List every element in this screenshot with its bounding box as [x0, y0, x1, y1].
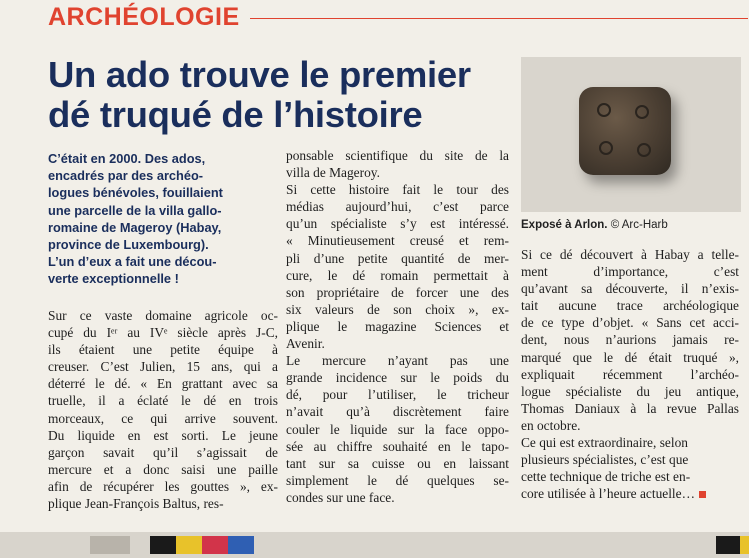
body-line: déterré le dé. « En grattant avec sa	[48, 376, 278, 392]
body-line: cure, le dé romain permettait à	[286, 267, 509, 283]
body-line: plusieurs spécialistes, c’est que	[521, 452, 689, 468]
body-column-3	[521, 246, 739, 502]
body-line: Du liquide en est sorti. Le jeune	[48, 427, 278, 443]
body-line: plique Jean-François Baltus, res-	[48, 496, 224, 512]
caption-credit: © Arc-Harb	[610, 219, 668, 231]
section-label: ARCHÉOLOGIE	[48, 2, 240, 31]
body-line: ils étaient une petite équipe à	[48, 342, 278, 358]
body-line: tant sur sa cuisse ou en laissant	[286, 455, 509, 471]
body-line: ment d’importance, c’est	[521, 264, 739, 280]
body-line: Le mercure n’ayant pas une	[286, 353, 509, 369]
body-line: de ce type d’objet. « Sans cet acci-	[521, 315, 739, 331]
body-line: simplement le dé quelques se-	[286, 472, 509, 488]
headline-line-1: Un ado trouve le premier	[48, 54, 471, 95]
body-line: pli d’une petite quantité de mer-	[286, 250, 509, 266]
body-line: qu’avant sa découverte, il n’exis-	[521, 281, 739, 297]
lead-line: une parcelle de la villa gallo-	[48, 202, 222, 218]
body-line: son propriétaire de forcer une des	[286, 284, 509, 300]
body-line: marqué que le dé était truqué »,	[521, 349, 739, 365]
body-line: Sur ce vaste domaine agricole oc-	[48, 308, 278, 323]
body-line: Si ce dé découvert à Habay a telle-	[521, 247, 739, 262]
body-line: tait aucune trace archéologique	[521, 298, 739, 314]
body-line: expliquait récemment l’archéo-	[521, 366, 739, 382]
headline-line-2: dé truqué de l’histoire	[48, 94, 423, 135]
photo-caption	[521, 219, 741, 231]
body-line: ponsable scientifique du site de la	[286, 148, 509, 163]
caption-title: Exposé à Arlon.	[521, 219, 608, 231]
lead-line: verte exceptionnelle !	[48, 271, 179, 287]
body-line: morceaux, ce qui arrive souvent.	[48, 410, 278, 426]
lead-line: C’était en 2000. Des ados,	[48, 151, 206, 166]
body-line: truelle, il a éclaté le dé en trois	[48, 393, 278, 409]
lead-line: logues bénévoles, fouillaient	[48, 185, 223, 201]
lead-line: L’un d’eux a fait une décou-	[48, 254, 217, 270]
footer-color-bar	[0, 532, 749, 558]
body-line: condes sur une face.	[286, 489, 395, 505]
die-photo	[521, 57, 741, 212]
body-line: dent, nous n’aurions jamais re-	[521, 332, 739, 348]
body-line: n’avait qu’à discrètement faire	[286, 404, 509, 420]
article-headline	[48, 55, 503, 135]
body-line: garçon savait qu’il s’agissait de	[48, 444, 278, 460]
body-column-1	[48, 307, 278, 512]
lead-line: romaine de Mageroy (Habay,	[48, 219, 222, 235]
body-line: couler le liquide sur la face oppo-	[286, 421, 509, 437]
body-line: Ce qui est extraordinaire, selon	[521, 435, 688, 451]
body-line: villa de Mageroy.	[286, 165, 380, 181]
lead-line: encadrés par des archéo-	[48, 168, 204, 184]
body-line: qu’un spécialiste s’y est intéressé.	[286, 216, 509, 232]
body-line: logue spécialiste du jeu antique,	[521, 383, 739, 399]
body-line: « Minutieusement creusé et rem-	[286, 233, 509, 249]
body-line: six valeurs de son choix », ex-	[286, 301, 509, 317]
article-lead	[48, 150, 284, 288]
body-line: dé, pour l’utiliser, le tricheur	[286, 387, 509, 403]
body-line: cette technique de triche est en-	[521, 469, 691, 485]
body-line: mercure et a donc saisi une paille	[48, 461, 278, 477]
die-image	[579, 87, 671, 175]
section-rule	[250, 18, 748, 19]
lead-line: province de Luxembourg).	[48, 237, 209, 253]
body-line: Si cette histoire fait le tour des	[286, 182, 509, 198]
body-line: afin de récupérer les gouttes », ex-	[48, 478, 278, 494]
body-line: en octobre.	[521, 417, 581, 433]
body-line: Avenir.	[286, 336, 325, 352]
body-line: grande incidence sur le poids du	[286, 370, 509, 386]
body-line: sée au chiffre souhaité en le tapo-	[286, 438, 509, 454]
body-line: core utilisée à l’heure actuelle…	[521, 485, 739, 502]
body-line: plique le magazine Sciences et	[286, 318, 509, 334]
body-line: cupé du Iᵉʳ au IVᵉ siècle après J-C,	[48, 325, 278, 341]
end-mark	[699, 491, 706, 498]
section-header	[48, 2, 748, 32]
body-line: médias aujourd’hui, c’est parce	[286, 199, 509, 215]
body-line: creuser. C’est Julien, 15 ans, qui a	[48, 359, 278, 375]
body-column-2	[286, 147, 509, 506]
body-line: Thomas Daniaux à la revue Pallas	[521, 400, 739, 416]
